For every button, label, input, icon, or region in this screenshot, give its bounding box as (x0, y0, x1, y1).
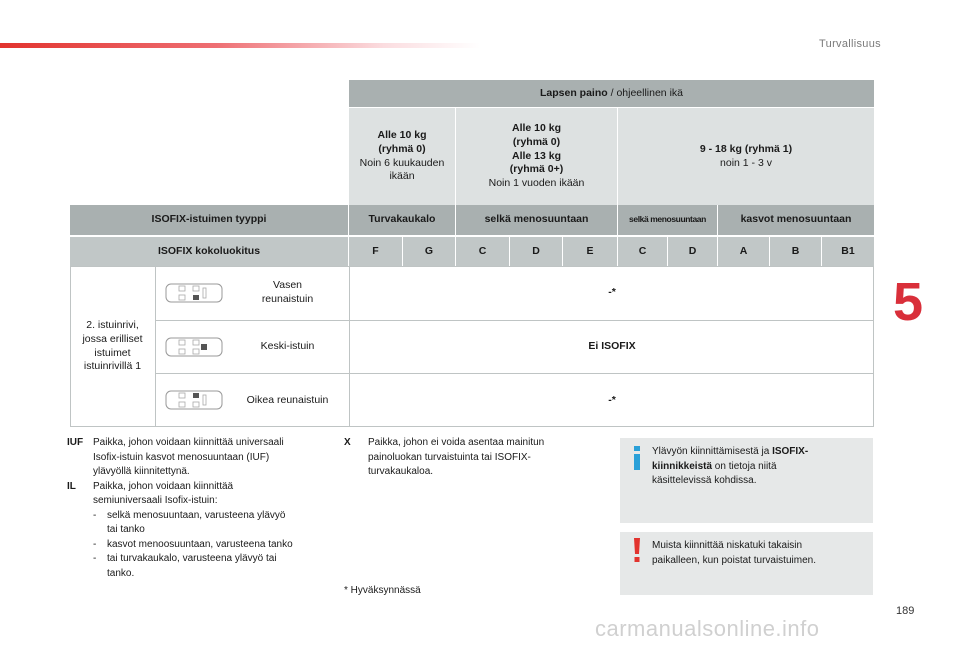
class-cell-6: D (668, 236, 718, 266)
seat-value-0: -* (608, 286, 616, 299)
class-cell-8: B (770, 236, 822, 266)
warning-box: Muista kiinnittää niskatuki takaisin paikalleen, kun poistat turvaistuimen. (620, 532, 873, 595)
left-seat-car-icon (165, 283, 223, 303)
type-0: Turvakaukalo (349, 205, 456, 235)
chapter-number: 5 (893, 272, 924, 332)
section-title: Turvallisuus (819, 38, 881, 50)
type-1: selkä menosuuntaan (456, 205, 618, 235)
top-accent-bar (0, 43, 480, 48)
seat-name-2: Oikea reunaistuin (246, 393, 329, 406)
class-cell-0: F (349, 236, 403, 266)
x-note: X Paikka, johon ei voida asentaa mainitun painoluokan turvaistuinta tai ISOFIX- turvakaukaloa. (344, 437, 545, 477)
info-box: Ylävyön kiinnittämisestä ja ISOFIX- kiinnikkeistä on tietoja niitä käsittelevissä kohdissa. (620, 438, 873, 523)
warning-exclamation-icon (631, 538, 643, 562)
class-cell-5: C (618, 236, 668, 266)
center-seat-car-icon (165, 337, 223, 357)
page-number: 189 (896, 605, 915, 617)
weight-header: Lapsen paino / ohjeellinen ikä (349, 80, 874, 107)
footnote: * Hyväksynnässä (344, 585, 421, 596)
class-cell-9: B1 (822, 236, 874, 266)
group-header-1: Alle 10 kg (ryhmä 0) Alle 13 kg (ryhmä 0+) Noin 1 vuoden ikään (456, 107, 618, 205)
watermark: carmanualsonline.info (595, 616, 820, 641)
type-row-label: ISOFIX-istuimen tyyppi (70, 205, 349, 235)
seat-value-1: Ei ISOFIX (588, 340, 636, 353)
group-header-0: Alle 10 kg (ryhmä 0) Noin 6 kuukauden ikään (349, 107, 456, 205)
class-row-label: ISOFIX kokoluokitus (70, 236, 349, 266)
group-header-2: 9 - 18 kg (ryhmä 1) noin 1 - 3 v (618, 107, 874, 205)
right-seat-car-icon (165, 390, 223, 410)
info-icon (630, 446, 644, 470)
legend-notes: IUF Paikka, johon voidaan kiinnittää universaali Isofix-istuin kasvot menosuuntaan (IUF) ylävyöllä kiinnitettynä. IL Paikka, johon voidaan kiinnittää semiuniversaali Isofix-istuin: - selkä menosuuntaan, varusteena ylävyö tai tanko - kasvot menoosuuntaan, varusteena tanko - tai turvakaukalo, varusteena ylävyö tai tanko. (67, 437, 293, 579)
class-cell-1: G (403, 236, 456, 266)
type-2: selkä menosuuntaan (618, 205, 718, 235)
type-3: kasvot menosuuntaan (718, 205, 874, 235)
class-cell-2: C (456, 236, 510, 266)
row-group-label: 2. istuinrivi, jossa erilliset istuimet istuinrivillä 1 (82, 319, 143, 373)
class-cell-3: D (510, 236, 563, 266)
seat-name-1: Keski-istuin (260, 340, 315, 353)
class-cell-4: E (563, 236, 618, 266)
il-key: IL (67, 480, 76, 492)
seat-name-0: Vasen reunaistuin (261, 279, 314, 305)
class-cell-7: A (718, 236, 770, 266)
iuf-key: IUF (67, 437, 84, 448)
seat-value-2: -* (608, 393, 616, 406)
